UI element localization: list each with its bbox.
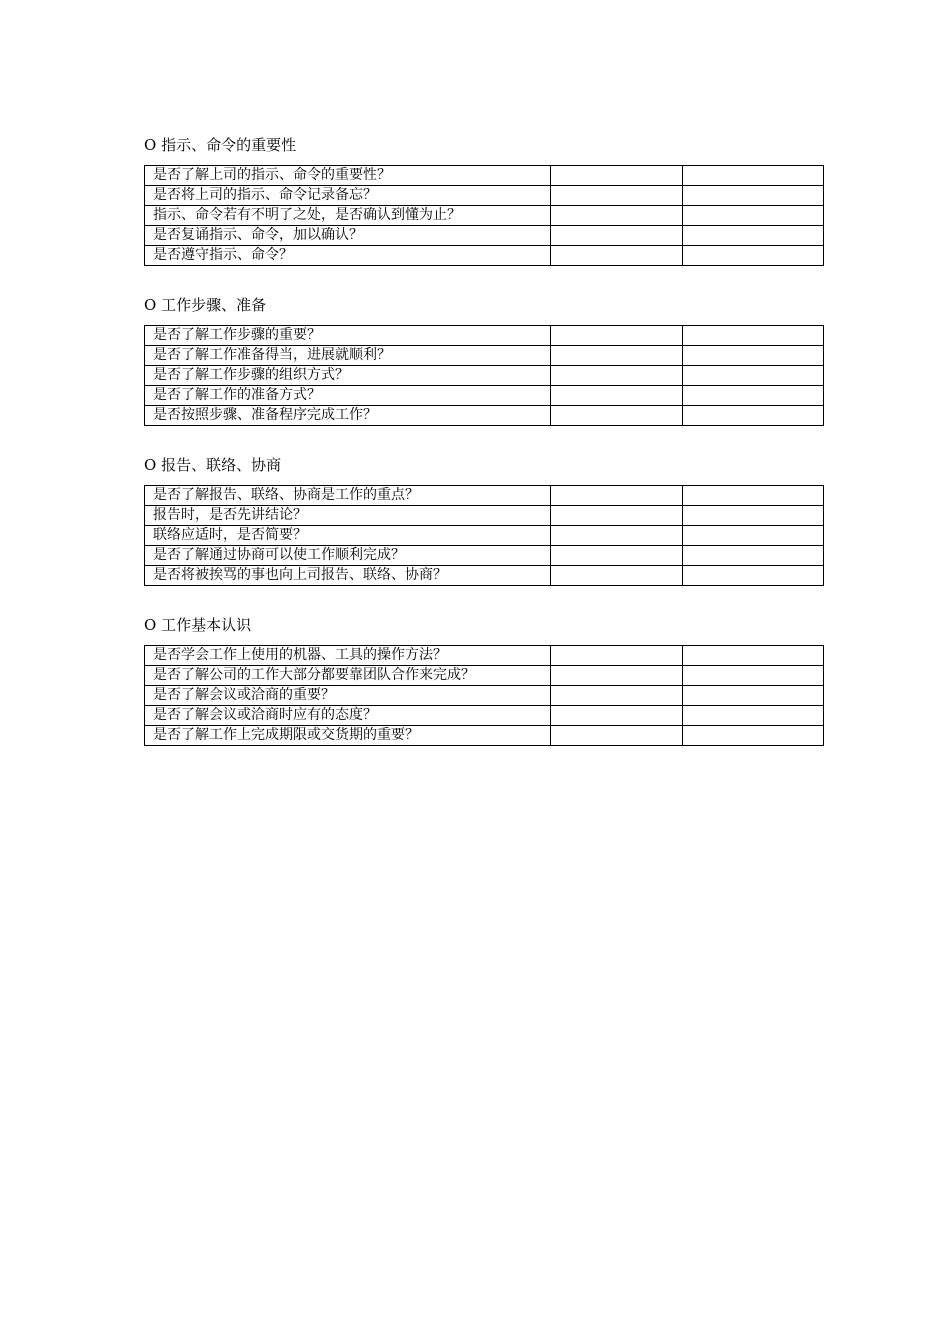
table-row	[145, 706, 824, 726]
check-cell[interactable]	[682, 406, 823, 426]
question-cell: 是否了解工作的准备方式？	[145, 386, 551, 406]
check-cell[interactable]	[551, 726, 682, 746]
check-cell[interactable]	[682, 526, 823, 546]
check-cell[interactable]	[551, 246, 682, 266]
section-reporting	[144, 455, 824, 583]
table-row	[145, 486, 824, 506]
table-row	[145, 506, 824, 526]
table-row	[145, 326, 824, 346]
check-cell[interactable]	[682, 206, 823, 226]
table-row	[145, 406, 824, 426]
check-cell[interactable]	[682, 326, 823, 346]
table-row	[145, 186, 824, 206]
table-row	[145, 366, 824, 386]
check-cell[interactable]	[551, 646, 682, 666]
check-cell[interactable]	[682, 566, 823, 586]
table-row	[145, 526, 824, 546]
check-cell[interactable]	[551, 406, 682, 426]
check-cell[interactable]	[551, 366, 682, 386]
checklist-table	[144, 165, 824, 266]
checklist-table	[144, 325, 824, 426]
check-cell[interactable]	[682, 346, 823, 366]
check-cell[interactable]	[682, 646, 823, 666]
question-cell: 是否了解报告、联络、协商是工作的重点？	[145, 486, 551, 506]
check-cell[interactable]	[551, 326, 682, 346]
checklist-table	[144, 645, 824, 746]
table-row	[145, 566, 824, 586]
check-cell[interactable]	[682, 546, 823, 566]
table-row	[145, 346, 824, 366]
question-cell: 是否了解公司的工作大部分都要靠团队合作来完成？	[145, 666, 551, 686]
table-row	[145, 546, 824, 566]
check-cell[interactable]	[551, 486, 682, 506]
check-cell[interactable]	[682, 686, 823, 706]
table-row	[145, 646, 824, 666]
check-cell[interactable]	[551, 666, 682, 686]
question-cell: 报告时，是否先讲结论？	[145, 506, 551, 526]
check-cell[interactable]	[551, 506, 682, 526]
table-row	[145, 206, 824, 226]
question-cell: 是否了解通过协商可以使工作顺利完成？	[145, 546, 551, 566]
section-title: O 报告、联络、协商	[144, 456, 282, 474]
section-title: O 指示、命令的重要性	[144, 136, 297, 154]
check-cell[interactable]	[551, 166, 682, 186]
check-cell[interactable]	[682, 386, 823, 406]
check-cell[interactable]	[551, 686, 682, 706]
check-cell[interactable]	[682, 366, 823, 386]
check-cell[interactable]	[682, 166, 823, 186]
question-cell: 指示、命令若有不明了之处，是否确认到懂为止？	[145, 206, 551, 226]
check-cell[interactable]	[551, 526, 682, 546]
question-cell: 是否了解工作上完成期限或交货期的重要？	[145, 726, 551, 746]
question-cell: 是否学会工作上使用的机器、工具的操作方法？	[145, 646, 551, 666]
check-cell[interactable]	[551, 226, 682, 246]
check-cell[interactable]	[551, 346, 682, 366]
table-row	[145, 226, 824, 246]
section-instructions	[144, 135, 824, 263]
question-cell: 是否将上司的指示、命令记录备忘？	[145, 186, 551, 206]
check-cell[interactable]	[551, 386, 682, 406]
table-row	[145, 386, 824, 406]
question-cell: 是否将被挨骂的事也向上司报告、联络、协商？	[145, 566, 551, 586]
question-cell: 是否遵守指示、命令？	[145, 246, 551, 266]
checklist-table	[144, 485, 824, 586]
check-cell[interactable]	[682, 246, 823, 266]
section-title: O 工作步骤、准备	[144, 296, 267, 314]
section-work-steps	[144, 295, 824, 423]
check-cell[interactable]	[682, 666, 823, 686]
check-cell[interactable]	[551, 566, 682, 586]
check-cell[interactable]	[551, 186, 682, 206]
check-cell[interactable]	[682, 706, 823, 726]
check-cell[interactable]	[551, 706, 682, 726]
check-cell[interactable]	[682, 226, 823, 246]
section-title: O 工作基本认识	[144, 616, 252, 634]
check-cell[interactable]	[682, 726, 823, 746]
question-cell: 是否复诵指示、命令，加以确认？	[145, 226, 551, 246]
question-cell: 是否按照步骤、准备程序完成工作？	[145, 406, 551, 426]
question-cell: 是否了解会议或洽商的重要？	[145, 686, 551, 706]
check-cell[interactable]	[551, 206, 682, 226]
question-cell: 是否了解会议或洽商时应有的态度？	[145, 706, 551, 726]
table-row	[145, 246, 824, 266]
table-row	[145, 726, 824, 746]
question-cell: 是否了解上司的指示、命令的重要性？	[145, 166, 551, 186]
section-work-basics	[144, 615, 824, 743]
question-cell: 是否了解工作步骤的组织方式？	[145, 366, 551, 386]
question-cell: 是否了解工作步骤的重要？	[145, 326, 551, 346]
table-row	[145, 666, 824, 686]
check-cell[interactable]	[682, 486, 823, 506]
check-cell[interactable]	[682, 506, 823, 526]
table-row	[145, 166, 824, 186]
check-cell[interactable]	[551, 546, 682, 566]
question-cell: 是否了解工作准备得当，进展就顺利？	[145, 346, 551, 366]
table-row	[145, 686, 824, 706]
question-cell: 联络应适时，是否简要？	[145, 526, 551, 546]
check-cell[interactable]	[682, 186, 823, 206]
